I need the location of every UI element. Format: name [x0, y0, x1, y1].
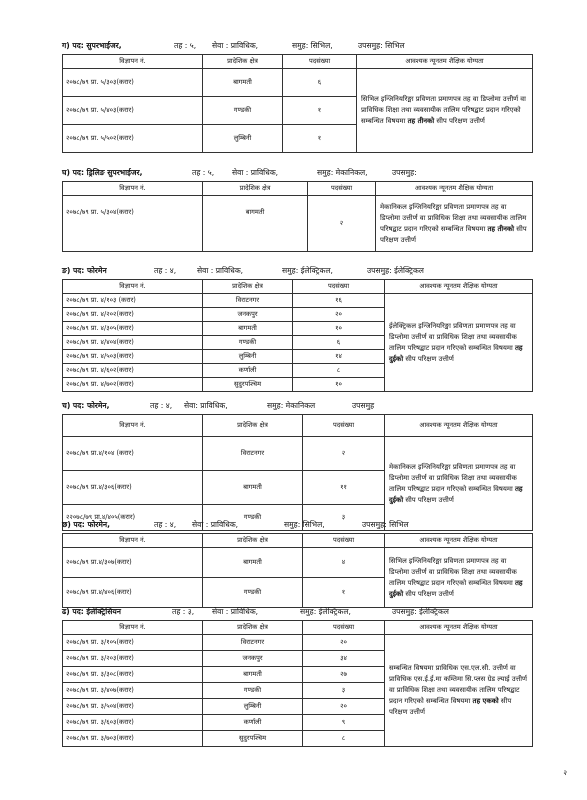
service: सेवा : प्राविधिक, — [212, 41, 259, 50]
subgroup: उपसमुह: सिभिल — [362, 520, 409, 529]
qualification-suffix: सीप परिक्षण उत्तीर्ण — [405, 589, 454, 598]
qualification-cell — [357, 69, 533, 153]
section-foreman-mechanical — [62, 400, 532, 531]
col-count: पदसंख्या — [303, 415, 385, 437]
table-row — [63, 437, 533, 471]
post-count: ९ — [303, 715, 385, 731]
region: गण्डकी — [203, 683, 303, 699]
group: समुह: ईलेक्ट्रिकल, — [300, 607, 351, 616]
col-count: पदसंख्या — [293, 280, 385, 294]
post-count: ४ — [303, 548, 385, 578]
post-count: ३४ — [303, 651, 385, 667]
subgroup: उपसमुह: ईलेक्ट्रिकल — [392, 607, 449, 616]
region: सुदुरपश्चिम — [203, 731, 303, 747]
post-count: २० — [303, 699, 385, 715]
section-supervisor-civil — [62, 40, 532, 153]
section-header — [62, 40, 532, 54]
region: बागमती — [203, 471, 303, 505]
post-count: २० — [293, 308, 385, 322]
col-region: प्रादेशिक क्षेत्र — [203, 55, 283, 69]
region: लुम्बिनी — [203, 350, 293, 364]
region: गण्डकी — [203, 505, 303, 531]
section-foreman-electrical — [62, 265, 532, 392]
ad-number: २०७८/७९ प्रा. ४/३०५(करार) — [63, 322, 203, 336]
post-count: १६ — [293, 294, 385, 308]
post-count: ११ — [303, 471, 385, 505]
group: समुह: सिभिल, — [284, 520, 325, 529]
region: लुम्बिनी — [203, 699, 303, 715]
ad-number: २०७८/७९ प्रा. ५/४०३(करार) — [63, 97, 203, 125]
table-row — [63, 69, 533, 97]
vacancy-table — [62, 414, 533, 531]
ad-number: २०७८/७९ प्रा. ३/३०८(करार) — [63, 667, 203, 683]
post-count: २० — [303, 635, 385, 651]
vacancy-table — [62, 279, 533, 392]
post-count: २ — [308, 196, 376, 252]
col-region: प्रादेशिक क्षेत्र — [203, 534, 303, 548]
qualification-suffix: सीप परिक्षण उत्तीर्ण — [380, 224, 527, 244]
section-electrician — [62, 606, 532, 747]
service: सेवा : प्राविधिक, — [192, 520, 239, 529]
subgroup: उपसमुह: सिभिल — [358, 41, 405, 50]
subgroup: उपसमुह: ईलेक्ट्रिकल — [367, 266, 424, 275]
region: कर्णाली — [203, 364, 293, 378]
subgroup: उपसमुह — [352, 401, 375, 410]
col-ad-number: विज्ञापन नं. — [63, 280, 203, 294]
group: समुह: मेकानिकल — [267, 401, 316, 410]
region: बागमती — [203, 322, 293, 336]
region: गण्डकी — [203, 336, 293, 350]
qualification-text: सिभिल इन्जिनियरिङ्मा प्रविणता प्रमाणपत्र तह वा डिप्लोमा उत्तीर्ण वा प्राविधिक शिक्षा तथा व्यवसायीक तालिम परिषद्बाट प्रदान गरिएको सम्बन्धित विषयमा — [361, 95, 526, 125]
qualification-level: तह तीनको — [407, 117, 435, 125]
post-count: १ — [283, 97, 357, 125]
post-count: ३ — [303, 505, 385, 531]
ad-number: २०७८/७९ प्रा. ५/३०३(करार) — [63, 69, 203, 97]
vacancy-table — [62, 533, 533, 608]
col-ad-number: विज्ञापन नं. — [63, 534, 203, 548]
post-count: ६ — [293, 336, 385, 350]
qualification-cell — [385, 294, 533, 392]
post-title: छ) पद: फोरमेन, — [62, 520, 111, 529]
section-drilling-supervisor — [62, 167, 532, 252]
vacancy-table — [62, 54, 533, 153]
qualification-level: तह तीनको — [487, 224, 515, 233]
group: समुह: ईलेक्ट्रिकल, — [282, 266, 333, 275]
level: तह : ५, — [192, 168, 215, 177]
ad-number: २०७८/७९ प्रा. ३/७०३(करार) — [63, 731, 203, 747]
post-count: ८ — [303, 731, 385, 747]
col-qualification: आवश्यक न्यूनतम शैक्षिक योग्यता — [357, 55, 533, 69]
region: विराटनगर — [203, 294, 293, 308]
region: गण्डकी — [203, 97, 283, 125]
post-count: १४ — [293, 350, 385, 364]
qualification-cell — [385, 437, 533, 531]
post-title: ङ) पद: फोरमेन — [62, 266, 107, 275]
region: सुदुरपश्चिम — [203, 378, 293, 392]
post-count: १० — [293, 322, 385, 336]
col-count: पदसंख्या — [308, 182, 376, 196]
qualification-text: सम्बन्धित विषयमा प्राविधिक एस.एल.सी. उत्तीर्ण वा प्राविधिक एस.ई.ई.मा कम्तिमा सि.प्लस ग्रेड ल्याई उत्तीर्ण वा प्राविधिक शिक्षा तथा व्यवसायीक तालिम परिषद्बाट प्रदान गरिएको सम्बन्धित विषयमा — [389, 664, 528, 705]
service: सेवा : प्राविधिक, — [212, 607, 259, 616]
col-region: प्रादेशिक क्षेत्र — [203, 621, 303, 635]
qualification-suffix: सीप परिक्षण उत्तीर्ण — [389, 697, 512, 716]
section-header — [62, 167, 532, 181]
ad-number: २०७८/७९ प्रा. ३/२०३(करार) — [63, 651, 203, 667]
region: कर्णाली — [203, 715, 303, 731]
table-row — [63, 294, 533, 308]
level: तह : ३, — [172, 607, 195, 616]
page-number: २ — [563, 769, 567, 777]
section-foreman-civil — [62, 519, 532, 608]
region: बागमती — [203, 548, 303, 578]
table-row — [63, 196, 533, 252]
qualification-level: तह दुईको — [389, 578, 523, 598]
level: तह : ४, — [154, 520, 177, 529]
col-count: पदसंख्या — [303, 534, 385, 548]
qualification-level: तह दुईको — [389, 484, 523, 504]
ad-number: २०७८/७९ प्रा.४/१०४ (करार) — [63, 437, 203, 471]
col-qualification: आवश्यक न्यूनतम शैक्षिक योग्यता — [376, 182, 533, 196]
col-ad-number: विज्ञापन नं. — [63, 415, 203, 437]
qualification-suffix: सीप परिक्षण उत्तीर्ण — [436, 117, 485, 125]
post-count: १ — [303, 578, 385, 608]
level: तह : ४, — [150, 401, 173, 410]
post-title: ढ) पद: ईलेक्ट्रिसियन — [62, 607, 121, 616]
post-count: १० — [293, 378, 385, 392]
vacancy-table — [62, 620, 533, 747]
ad-number: २०७८/७९ प्रा. ५/५०२(करार) — [63, 125, 203, 153]
subgroup: उपसमुह: — [392, 168, 417, 177]
ad-number: २०७८/७९ प्रा. ३/४०७(करार) — [63, 683, 203, 699]
ad-number: २०७८/७९ प्रा.४/३०६(करार) — [63, 471, 203, 505]
region: विराटनगर — [203, 437, 303, 471]
qualification-text: मेकानिकल इन्जिनियरिङ्मा प्रविणता प्रमाणपत्र तह वा डिप्लोमा उत्तीर्ण वा प्राविधिक शिक्षा तथा व्यवसायीक तालिम परिषद्बाट प्रदान गरिएको सम्बन्धित विषयमा — [389, 462, 517, 493]
qualification-cell — [376, 196, 533, 252]
post-count: २ — [303, 437, 385, 471]
qualification-cell — [385, 635, 533, 747]
level: तह : ४, — [154, 266, 177, 275]
service: सेवा: प्राविधिक, — [184, 401, 228, 410]
col-count: पदसंख्या — [283, 55, 357, 69]
col-ad-number: विज्ञापन नं. — [63, 182, 203, 196]
ad-number: २०७८/७९ प्रा. ४/४०४(करार) — [63, 336, 203, 350]
col-region: प्रादेशिक क्षेत्र — [203, 415, 303, 437]
qualification-suffix: सीप परिक्षण उत्तीर्ण — [405, 354, 454, 363]
level: तह : ५, — [174, 41, 197, 50]
ad-number: २०७८/७९ प्रा. ३/६०३(करार) — [63, 715, 203, 731]
qualification-level: तह एकको — [472, 697, 499, 705]
vacancy-table — [62, 181, 533, 252]
region: गण्डकी — [203, 578, 303, 608]
post-count: ६ — [283, 69, 357, 97]
qualification-level: तह दुईको — [389, 343, 523, 363]
qualification-text: मेकानिकल इन्जिनियरिङ्मा प्रविणता प्रमाणपत्र तह वा डिप्लोमा उत्तीर्ण वा प्राविधिक शिक्षा तथा व्यवसायीक तालिम परिषद्बाट प्रदान गरिएको सम्बन्धित विषयमा — [380, 202, 527, 233]
region: बागमती — [203, 196, 308, 252]
qualification-text: सिभिल इन्जिनियरिङ्मा प्रविणता प्रमाणपत्र तह वा डिप्लोमा उत्तीर्ण वा प्राविधिक शिक्षा तथा व्यवसायीक तालिम परिषद्बाट प्रदान गरिएको सम्बन्धित विषयमा — [389, 556, 517, 587]
post-count: २७ — [303, 667, 385, 683]
post-title: घ) पद: ड्रिलिङ सुपरभाईजर, — [62, 168, 143, 177]
post-title: च) पद: फोरमेन, — [62, 401, 110, 410]
col-qualification: आवश्यक न्यूनतम शैक्षिक योग्यता — [385, 415, 533, 437]
qualification-cell — [385, 548, 533, 608]
post-title: ग) पद: सुपरभाईजर, — [62, 41, 122, 50]
ad-number: २०७८/७९ प्रा. ४/१०३ (करार) — [63, 294, 203, 308]
qualification-text: ईलेक्ट्रिकल इन्जिनियरिङ्मा प्रविणता प्रमाणपत्र तह वा डिप्लोमा उत्तीर्ण वा प्राविधिक शिक्षा तथा व्यवसायीक तालिम परिषद्बाट प्रदान गरिएको सम्बन्धित विषयमा — [389, 321, 517, 352]
col-region: प्रादेशिक क्षेत्र — [203, 280, 293, 294]
region: विराटनगर — [203, 635, 303, 651]
region: जनकपुर — [203, 651, 303, 667]
col-ad-number: विज्ञापन नं. — [63, 621, 203, 635]
ad-number: २०७८/७९ प्रा. ३/५०४(करार) — [63, 699, 203, 715]
col-count: पदसंख्या — [303, 621, 385, 635]
post-count: ३ — [303, 683, 385, 699]
col-qualification: आवश्यक न्यूनतम शैक्षिक योग्यता — [385, 534, 533, 548]
group: समुह: सिभिल, — [292, 41, 333, 50]
ad-number: २०७८/७९ प्रा. ५/३०४(करार) — [63, 196, 203, 252]
ad-number: २०७८/७९ प्रा. ४/६०२(करार) — [63, 364, 203, 378]
ad-number: २०७८/७९ प्रा.४/४०६(करार) — [63, 578, 203, 608]
region: लुम्बिनी — [203, 125, 283, 153]
qualification-suffix: सीप परिक्षण उत्तीर्ण — [405, 495, 454, 504]
region: बागमती — [203, 667, 303, 683]
ad-number: २०७८/७९ प्रा. ४/२०२(करार) — [63, 308, 203, 322]
ad-number: २०७८/७९ प्रा. ३/१०५(करार) — [63, 635, 203, 651]
service: सेवा : प्राविधिक, — [232, 168, 279, 177]
section-header — [62, 400, 532, 414]
section-header — [62, 519, 532, 533]
table-row — [63, 548, 533, 578]
ad-number: २०७८/७९ प्रा. ४/५०३(करार) — [63, 350, 203, 364]
col-qualification: आवश्यक न्यूनतम शैक्षिक योग्यता — [385, 621, 533, 635]
table-row — [63, 635, 533, 651]
ad-number: २२०७८/७९ प्रा.४/४०५(करार) — [63, 505, 203, 531]
ad-number: २०७८/७९ प्रा. ४/७०२(करार) — [63, 378, 203, 392]
post-count: ८ — [293, 364, 385, 378]
region: बागमती — [203, 69, 283, 97]
col-region: प्रादेशिक क्षेत्र — [203, 182, 308, 196]
region: जनकपुर — [203, 308, 293, 322]
group: समुह: मेकानिकल, — [317, 168, 368, 177]
service: सेवा : प्राविधिक, — [197, 266, 244, 275]
col-ad-number: विज्ञापन नं. — [63, 55, 203, 69]
ad-number: २०७८/७९ प्रा.४/३०७(करार) — [63, 548, 203, 578]
section-header — [62, 265, 532, 279]
section-header — [62, 606, 532, 620]
post-count: १ — [283, 125, 357, 153]
col-qualification: आवश्यक न्यूनतम शैक्षिक योग्यता — [385, 280, 533, 294]
